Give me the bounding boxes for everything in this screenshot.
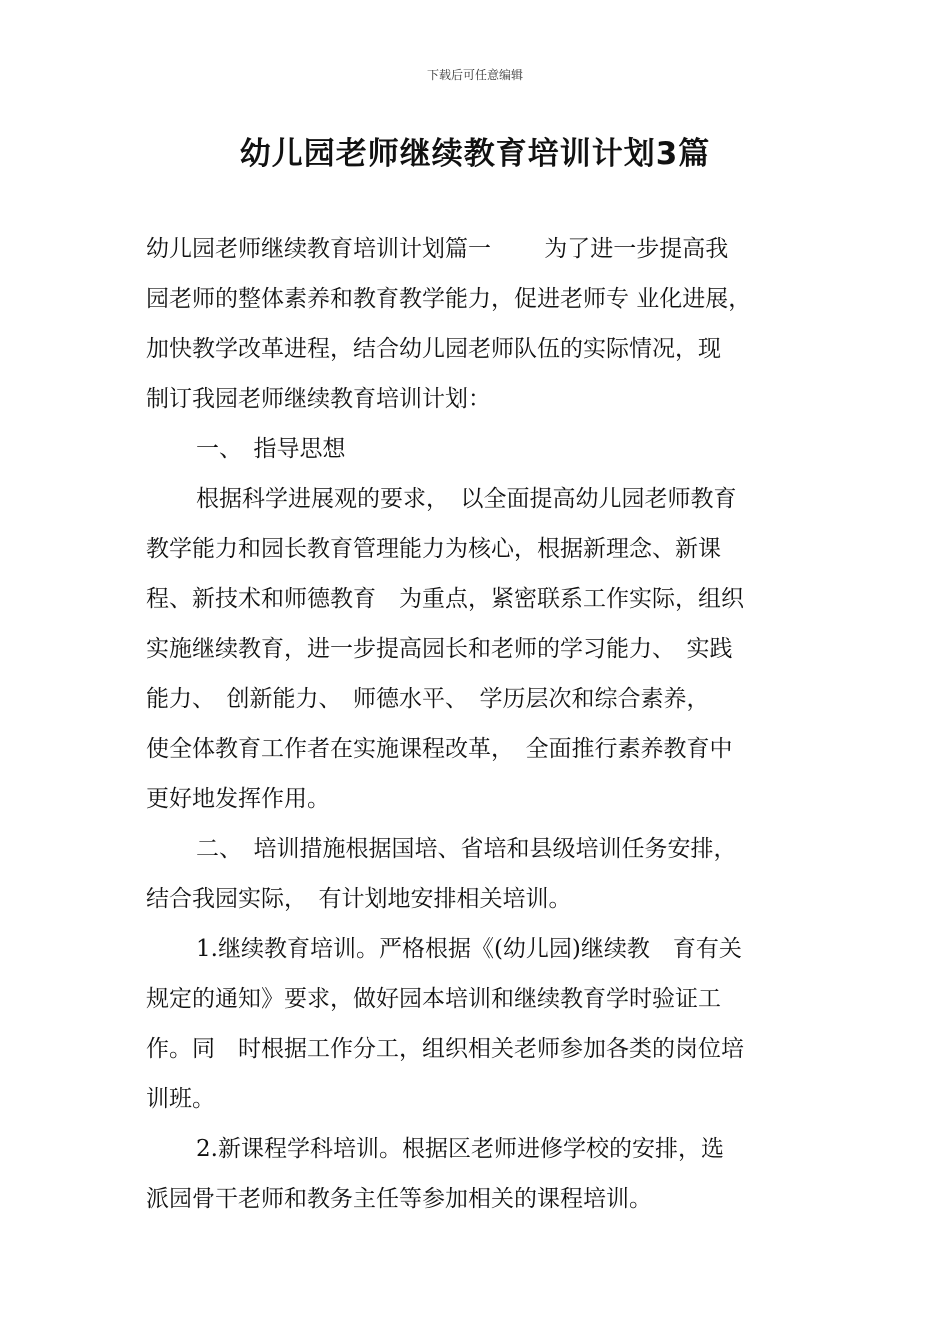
document-body <box>146 224 808 1224</box>
body-line: 二、 培训措施根据国培、省培和县级培训任务安排， <box>196 836 737 862</box>
body-line: 2.新课程学科培训。根据区老师进修学校的安排，选 <box>196 1136 724 1162</box>
body-line: 幼儿园老师继续教育培训计划篇一 为了进一步提高我 <box>146 236 729 262</box>
page-header-note: 下载后可任意编辑 <box>426 68 523 82</box>
body-line: 程、新技术和师德教育 为重点，紧密联系工作实际，组织 <box>146 586 744 612</box>
body-line: 作。同 时根据工作分工，组织相关老师参加各类的岗位培 <box>146 1036 744 1062</box>
body-line: 加快教学改革进程，结合幼儿园老师队伍的实际情况，现 <box>146 336 721 362</box>
body-line: 实施继续教育，进一步提高园长和老师的学习能力、 实践 <box>146 636 733 662</box>
body-line: 规定的通知》要求，做好园本培训和继续教育学时验证工 <box>146 986 721 1012</box>
body-line: 1.继续教育培训。严格根据《(幼儿园)继续教 育有关 <box>196 936 742 962</box>
body-line: 园老师的整体素养和教育教学能力，促进老师专 业化进展， <box>146 286 752 312</box>
body-line: 一、 指导思想 <box>196 436 346 462</box>
body-line: 制订我园老师继续教育培训计划： <box>146 386 491 412</box>
body-line: 根据科学进展观的要求， 以全面提高幼儿园老师教育 <box>196 486 737 512</box>
body-line: 派园骨干老师和教务主任等参加相关的课程培训。 <box>146 1186 652 1212</box>
document-title: 幼儿园老师继续教育培训计划3篇 <box>239 136 711 172</box>
body-line: 更好地发挥作用。 <box>146 786 330 812</box>
body-line: 能力、 创新能力、 师德水平、 学历层次和综合素养， <box>146 686 710 712</box>
body-line: 使全体教育工作者在实施课程改革， 全面推行素养教育中 <box>146 736 733 762</box>
body-line: 结合我园实际， 有计划地安排相关培训。 <box>146 886 572 912</box>
body-line: 教学能力和园长教育管理能力为核心，根据新理念、新课 <box>146 536 721 562</box>
body-line: 训班。 <box>146 1086 215 1112</box>
